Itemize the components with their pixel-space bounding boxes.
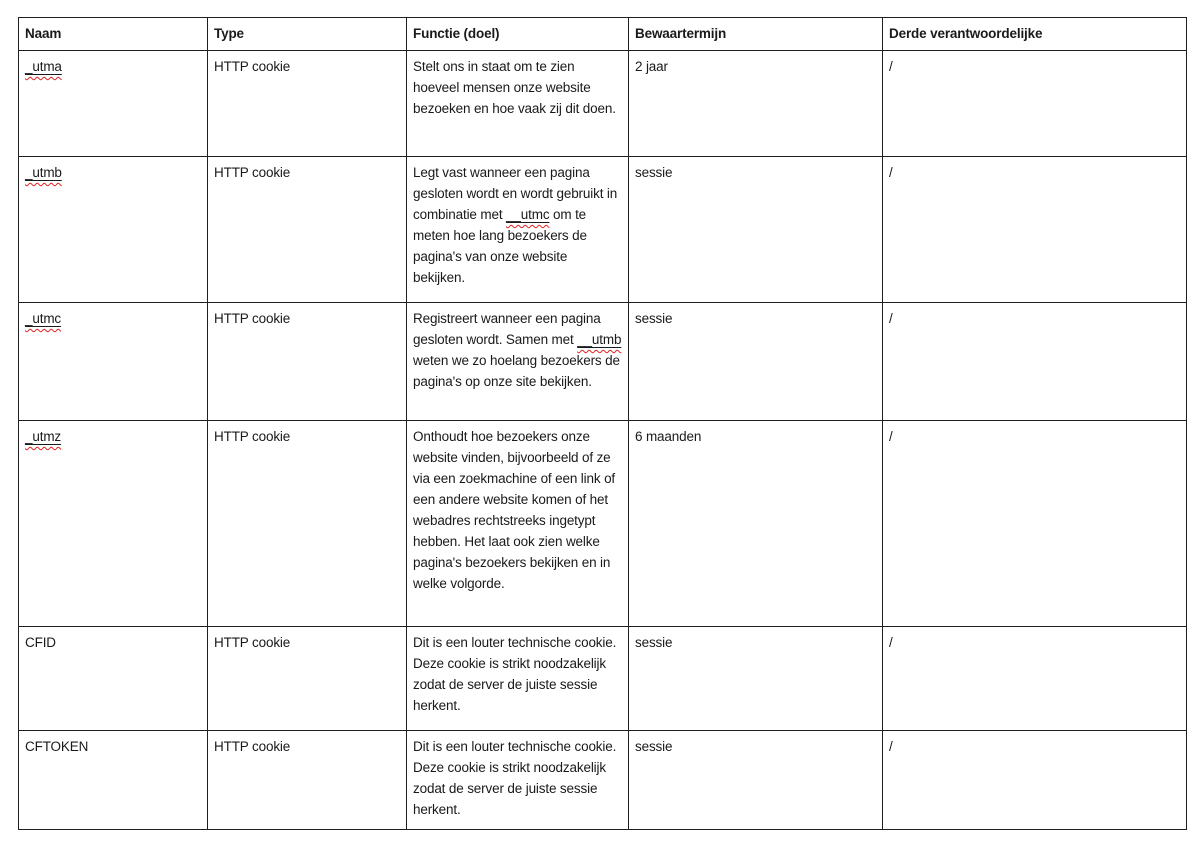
- cell-type: HTTP cookie: [208, 731, 407, 830]
- column-header-bewaartermijn: Bewaartermijn: [629, 18, 883, 51]
- cell-type: HTTP cookie: [208, 421, 407, 627]
- cell-bewaartermijn: 6 maanden: [629, 421, 883, 627]
- cell-type: HTTP cookie: [208, 627, 407, 731]
- cell-naam: [19, 421, 208, 627]
- cell-bewaartermijn: sessie: [629, 303, 883, 421]
- table-row: [19, 731, 1187, 830]
- cell-bewaartermijn: sessie: [629, 731, 883, 830]
- misspelled-term: _utmc: [25, 311, 62, 326]
- cell-functie: Legt vast wanneer een pagina gesloten wordt en wordt gebruikt in combinatie met __utmc om te meten hoe lang bezoekers de pagina's van onze website bekijken.: [407, 157, 629, 303]
- cell-functie: Stelt ons in staat om te zien hoeveel mensen onze website bezoeken en hoe vaak zij dit doen.: [407, 51, 629, 157]
- cell-derde-verantwoordelijke: /: [883, 627, 1187, 731]
- table-row: [19, 157, 1187, 303]
- cell-naam: CFTOKEN: [19, 731, 208, 830]
- cookie-table-body: [19, 51, 1187, 830]
- cell-bewaartermijn: sessie: [629, 157, 883, 303]
- cell-functie: Dit is een louter technische cookie. Deze cookie is strikt noodzakelijk zodat de server de juiste sessie herkent.: [407, 731, 629, 830]
- misspelled-term: _utmz: [25, 429, 62, 444]
- cell-naam: CFID: [19, 627, 208, 731]
- cell-type: HTTP cookie: [208, 51, 407, 157]
- cell-naam: [19, 303, 208, 421]
- cell-naam: [19, 51, 208, 157]
- cell-type: HTTP cookie: [208, 157, 407, 303]
- table-row: [19, 627, 1187, 731]
- misspelled-term: __utmb: [577, 332, 622, 347]
- cookie-table-header: [19, 18, 1187, 51]
- table-row: [19, 51, 1187, 157]
- column-header-functie: Functie (doel): [407, 18, 629, 51]
- column-header-derde-verantwoordelijke: Derde verantwoordelijke: [883, 18, 1187, 51]
- cell-type: HTTP cookie: [208, 303, 407, 421]
- cell-bewaartermijn: sessie: [629, 627, 883, 731]
- column-header-type: Type: [208, 18, 407, 51]
- misspelled-term: _utmb: [25, 165, 62, 180]
- cell-bewaartermijn: 2 jaar: [629, 51, 883, 157]
- misspelled-term: _utma: [25, 59, 62, 74]
- cell-functie: Dit is een louter technische cookie. Deze cookie is strikt noodzakelijk zodat de server de juiste sessie herkent.: [407, 627, 629, 731]
- cell-derde-verantwoordelijke: /: [883, 731, 1187, 830]
- cell-derde-verantwoordelijke: /: [883, 421, 1187, 627]
- header-row: [19, 18, 1187, 51]
- table-row: [19, 303, 1187, 421]
- cell-derde-verantwoordelijke: /: [883, 51, 1187, 157]
- cell-functie: Registreert wanneer een pagina gesloten wordt. Samen met __utmb weten we zo hoelang bezoekers de pagina's op onze site bekijken.: [407, 303, 629, 421]
- cell-derde-verantwoordelijke: /: [883, 157, 1187, 303]
- cell-naam: [19, 157, 208, 303]
- cell-functie: Onthoudt hoe bezoekers onze website vinden, bijvoorbeeld of ze via een zoekmachine of een link of een andere website komen of het webadres rechtstreeks ingetypt hebben. Het laat ook zien welke pagina's bezoekers bekijken en in welke volgorde.: [407, 421, 629, 627]
- cookie-table: [18, 17, 1187, 830]
- column-header-naam: Naam: [19, 18, 208, 51]
- misspelled-term: __utmc: [506, 207, 550, 222]
- cell-derde-verantwoordelijke: /: [883, 303, 1187, 421]
- table-row: [19, 421, 1187, 627]
